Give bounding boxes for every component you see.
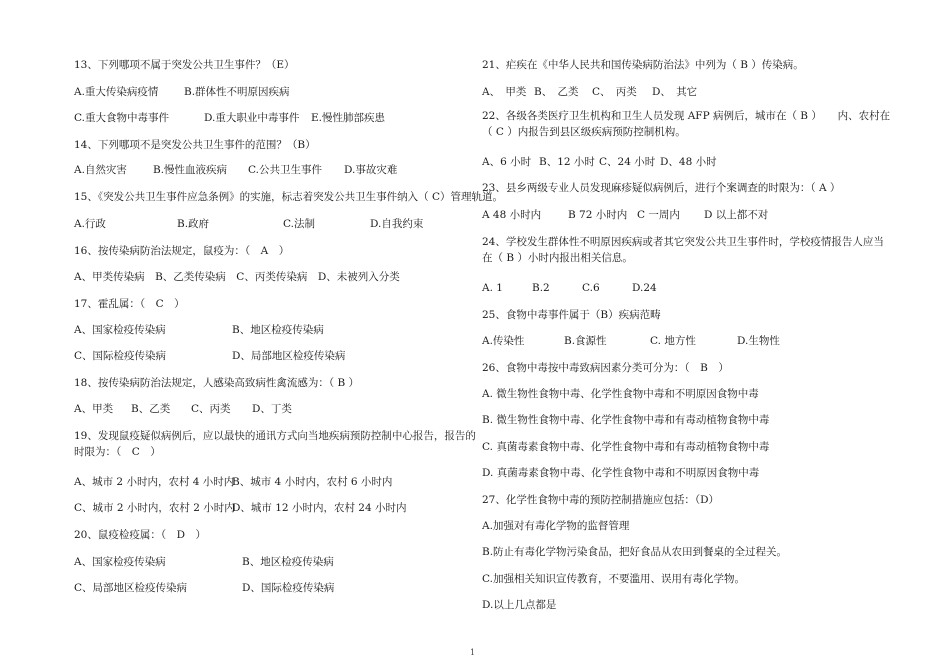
option: C、 丙类 — [592, 86, 637, 98]
question-27-option-c: C.加强相关知识宣传教育，不要滥用、误用有毒化学物。 — [482, 573, 745, 585]
option: B.食源性 — [564, 335, 607, 347]
option: C、24 小时 — [599, 156, 656, 168]
option: A、 甲类 — [482, 86, 527, 98]
option: B.2 — [532, 282, 550, 294]
option: C、丙类 — [191, 403, 231, 415]
option: D、48 小时 — [660, 156, 717, 168]
page-number: 1 — [470, 648, 476, 657]
question-13: 13、下列哪项不属于突发公共卫生事件？（E） — [74, 59, 295, 71]
option: C 一周内 — [637, 209, 680, 221]
option: B、12 小时 — [539, 156, 595, 168]
option: B、地区检疫传染病 — [232, 324, 324, 336]
option: C.重大食物中毒事件 — [74, 112, 169, 124]
option: C、局部地区检疫传染病 — [74, 582, 188, 594]
question-25: 25、食物中毒事件属于（B）疾病范畴 — [482, 309, 661, 321]
option: D.事故灾难 — [344, 164, 398, 176]
question-27: 27、化学性食物中毒的预防控制措施应包括：（D） — [482, 494, 720, 506]
option: B、 乙类 — [534, 86, 579, 98]
question-23: 23、县乡两级专业人员发现麻疹疑似病例后，进行个案调查的时限为：（ A ） — [482, 182, 841, 194]
option: D.生物性 — [737, 335, 780, 347]
question-18: 18、按传染病防治法规定，人感染高致病性禽流感为：（ B ） — [74, 377, 360, 389]
question-26-option-c: C. 真菌毒素食物中毒、化学性食物中毒和有毒动植物食物中毒 — [482, 441, 770, 453]
question-27-option-b: B.防止有毒化学物污染食品，把好食品从农田到餐桌的全过程关。 — [482, 546, 788, 558]
option: A、6 小时 — [482, 156, 532, 168]
question-26: 26、食物中毒按中毒致病因素分类可分为：（ B ） — [482, 362, 729, 374]
option: D.重大职业中毒事件 — [204, 112, 300, 124]
option: A.重大传染病疫情 — [74, 86, 159, 98]
question-16-options: A、甲类传染病 B、乙类传染病 C、丙类传染病 D、未被列入分类 — [74, 271, 400, 283]
option: D.自我约束 — [370, 218, 424, 230]
option: A.传染性 — [482, 335, 525, 347]
option: B 72 小时内 — [568, 209, 628, 221]
option: D 以上都不对 — [704, 209, 769, 221]
option: C.法制 — [283, 218, 315, 230]
option: B、地区检疫传染病 — [242, 556, 334, 568]
option: B、城市 4 小时内，农村 6 小时内 — [232, 476, 393, 488]
option: A 48 小时内 — [482, 209, 542, 221]
option: C.6 — [582, 282, 600, 294]
option: D、丁类 — [252, 403, 292, 415]
question-26-option-a: A. 微生物性食物中毒、化学性食物中毒和不明原因食物中毒 — [482, 388, 759, 400]
option: B.慢性血液疾病 — [153, 164, 228, 176]
option: A.行政 — [74, 218, 106, 230]
option: A、城市 2 小时内，农村 4 小时内 — [74, 476, 235, 488]
question-21: 21、疟疾在《中华人民共和国传染病防治法》中列为（ B ）传染病。 — [482, 59, 804, 71]
option: E.慢性肺部疾患 — [311, 112, 386, 124]
question-26-option-b: B. 微生物性食物中毒、化学性食物中毒和有毒动植物食物中毒 — [482, 414, 770, 426]
option: C.公共卫生事件 — [248, 164, 322, 176]
option: A、国家检疫传染病 — [74, 324, 166, 336]
option: B.政府 — [177, 218, 210, 230]
question-14: 14、下列哪项不是突发公共卫生事件的范围？（B） — [74, 139, 316, 151]
option: D、 其它 — [652, 86, 698, 98]
option: C、国际检疫传染病 — [74, 350, 167, 362]
option: D、局部地区检疫传染病 — [232, 350, 346, 362]
option: A.自然灾害 — [74, 164, 127, 176]
option: A、国家检疫传染病 — [74, 556, 166, 568]
question-27-option-a: A.加强对有毒化学物的监督管理 — [482, 520, 630, 532]
question-26-option-d: D. 真菌毒素食物中毒、化学性食物中毒和不明原因食物中毒 — [482, 467, 760, 479]
question-24: 24、学校发生群体性不明原因疾病或者其它突发公共卫生事件时，学校疫情报告人应当在（ B ）小时内报出相关信息。 — [482, 236, 884, 264]
option: D.24 — [632, 282, 657, 294]
option: D、国际检疫传染病 — [242, 582, 335, 594]
question-27-option-d: D.以上几点都是 — [482, 599, 557, 611]
option: B、乙类 — [131, 403, 171, 415]
option: B.群体性不明原因疾病 — [184, 86, 290, 98]
option: C、城市 2 小时内，农村 2 小时内 — [74, 502, 235, 514]
option: D、城市 12 小时内，农村 24 小时内 — [232, 502, 407, 514]
question-16: 16、按传染病防治法规定，鼠疫为：（ A ） — [74, 245, 290, 257]
option: A、甲类 — [74, 403, 114, 415]
option: C. 地方性 — [650, 335, 696, 347]
question-19: 19、发现鼠疫疑似病例后，应以最快的通讯方式向当地疾病预防控制中心报告，报告的时限为：（ C ） — [74, 430, 476, 458]
option: A. 1 — [482, 282, 503, 294]
question-15: 15、《突发公共卫生事件应急条例》的实施，标志着突发公共卫生事件纳入（ C）管理轨道。 — [74, 191, 503, 203]
question-22: 22、各级各类医疗卫生机构和卫生人员发现 AFP 病例后，城市在（ B ） 内、农村在（ C ）内报告到县区级疾病预防控制机构。 — [482, 110, 891, 138]
question-20: 20、鼠疫检疫属：（ D ） — [74, 529, 207, 541]
question-17: 17、霍乱属：（ C ） — [74, 298, 185, 310]
